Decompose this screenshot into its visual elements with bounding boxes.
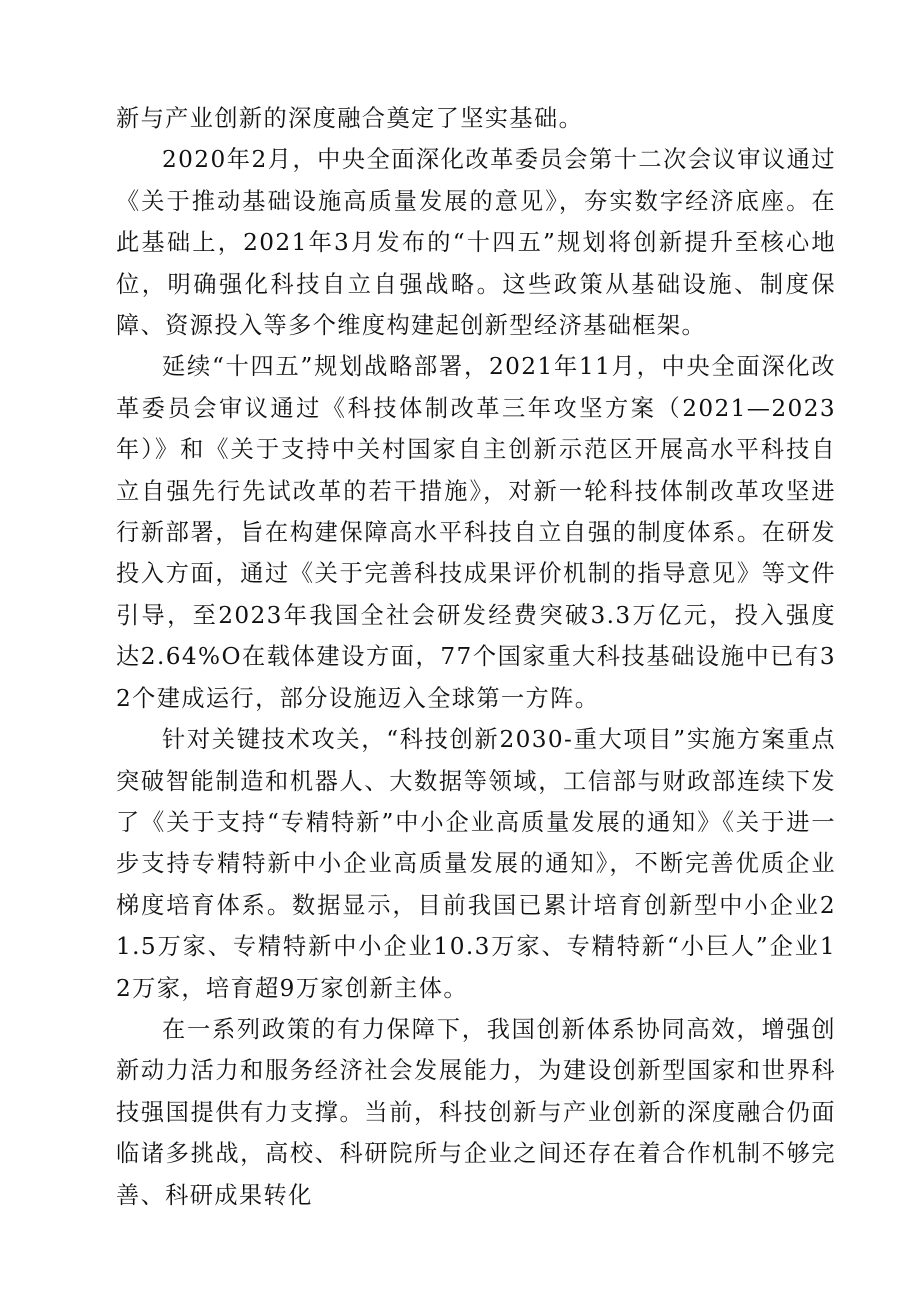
paragraph-continuation: 新与产业创新的深度融合奠定了坚实基础。 xyxy=(116,105,584,132)
paragraph-infrastructure-policy: 2020年2月，中央全面深化改革委员会第十二次会议审议通过《关于推动基础设施高质量发展的意见》，夯实数字经济底座。在此基础上，2021年3月发布的“十四五”规划将创新提升至核心地位，明确强化科技自立自强战略。这些政策从基础设施、制度保障、资源投入等多个维度构建起创新型经济基础框架。 xyxy=(116,146,836,340)
paragraph-innovation-system: 在一系列政策的有力保障下，我国创新体系协同高效，增强创新动力活力和服务经济社会发展能力，为建设创新型国家和世界科技强国提供有力支撑。当前，科技创新与产业创新的深度融合仍面临诸多挑战，高校、科研院所与企业之间还存在着合作机制不够完善、科研成果转化 xyxy=(116,1015,836,1209)
paragraph-tech-reform: 延续“十四五”规划战略部署，2021年11月，中央全面深化改革委员会审议通过《科技体制改革三年攻坚方案（2021—2023年）》和《关于支持中关村国家自主创新示范区开展高水平科技自立自强先行先试改革的若干措施》，对新一轮科技体制改革攻坚进行新部署，旨在构建保障高水平科技自立自强的制度体系。在研发投入方面，通过《关于完善科技成果评价机制的指导意见》等文件引导，至2023年我国全社会研发经费突破3.3万亿元，投入强度达2.64%O在载体建设方面，77个国家重大科技基础设施中已有32个建成运行，部分设施迈入全球第一方阵。 xyxy=(116,353,836,712)
document-body xyxy=(116,98,836,1216)
paragraph-key-technology: 针对关键技术攻关，“科技创新2030-重大项目”实施方案重点突破智能制造和机器人、大数据等领域，工信部与财政部连续下发了《关于支持“专精特新”中小企业高质量发展的通知》《关于进一步支持专精特新中小企业高质量发展的通知》，不断完善优质企业梯度培育体系。数据显示，目前我国已累计培育创新型中小企业21.5万家、专精特新中小企业10.3万家、专精特新“小巨人”企业12万家，培育超9万家创新主体。 xyxy=(116,726,836,1002)
